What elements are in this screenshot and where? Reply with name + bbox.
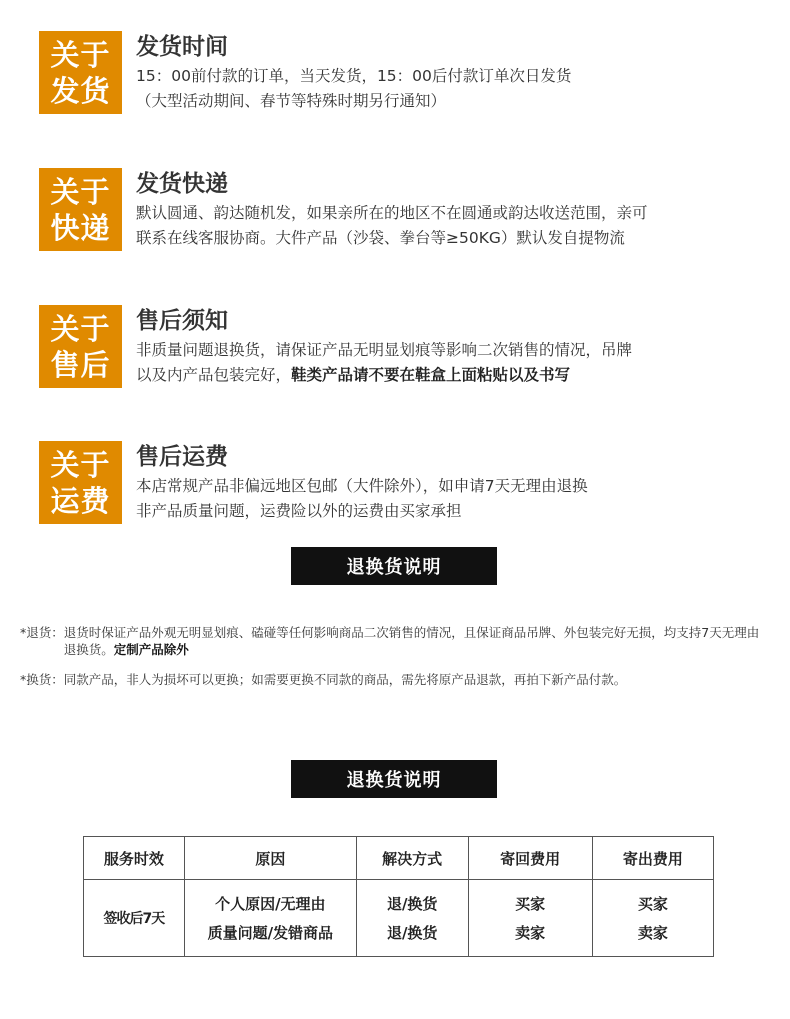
solution-2: 退/换货 [386,924,438,942]
body-bold-text: 鞋类产品请不要在鞋盒上面粘贴以及书写 [291,366,571,384]
badge-shipping [39,31,122,114]
return-fee-2: 卖家 [515,924,546,942]
header-reason: 原因 [184,837,356,880]
table-row [84,880,714,957]
section-body [136,474,776,524]
return-label: *退货： [20,625,64,640]
period-cell: 签收后7天 [84,880,185,957]
header-send-fee: 寄出费用 [592,837,713,880]
badge-line-2: 运费 [50,483,111,518]
reason-2: 质量问题/发错商品 [207,924,334,942]
section-title: 发货时间 [136,34,228,60]
body-line [136,363,776,388]
return-text: 退货时保证产品外观无明显划痕、磕碰等任何影响商品二次销售的情况，且保证商品吊牌、外包装完好无损，均支持7天无理由退换货。 [63,625,760,657]
section-body [136,338,776,388]
exchange-label: *换货： [20,672,64,687]
body-text: 以及内产品包装完好， [136,366,292,384]
section-title: 发货快递 [136,171,228,197]
badge-courier [39,168,122,251]
send-fee-2: 卖家 [637,924,668,942]
badge-line-2: 售后 [50,347,111,382]
badge-line-2: 快递 [50,210,111,245]
section-title: 售后运费 [136,444,228,470]
reason-cell [184,880,356,957]
header-period: 服务时效 [84,837,185,880]
section-body [136,64,776,114]
send-fee-1: 买家 [637,895,668,913]
return-note [20,624,760,658]
body-line: 15：00前付款的订单，当天发货，15：00后付款订单次日发货 [136,67,572,85]
return-policy-banner-2: 退换货说明 [291,760,497,798]
badge-line-1: 关于 [50,37,111,72]
badge-shipping-fee [39,441,122,524]
header-return-fee: 寄回费用 [468,837,592,880]
body-line: 非质量问题退换货，请保证产品无明显划痕等影响二次销售的情况，吊牌 [136,341,633,359]
service-table [83,836,714,957]
badge-line-1: 关于 [50,311,111,346]
body-line: 本店常规产品非偏远地区包邮（大件除外），如申请7天无理由退换 [136,477,588,495]
body-line: 联系在线客服协商。大件产品（沙袋、拳台等≥50KG）默认发自提物流 [136,229,625,247]
return-bold-text: 定制产品除外 [113,642,189,657]
badge-after-sales [39,305,122,388]
section-body [136,201,776,251]
badge-line-1: 关于 [50,174,111,209]
table-header-row [84,837,714,880]
section-title: 售后须知 [136,308,228,334]
exchange-text: 同款产品，非人为损坏可以更换；如需要更换不同款的商品，需先将原产品退款，再拍下新产品付款。 [63,672,627,687]
body-line: （大型活动期间、春节等特殊时期另行通知） [136,92,447,110]
exchange-note [20,671,760,688]
body-line: 默认圆通、韵达随机发，如果亲所在的地区不在圆通或韵达收送范围，亲可 [136,204,648,222]
return-fee-1: 买家 [515,895,546,913]
body-line: 非产品质量问题，运费险以外的运费由买家承担 [136,502,462,520]
send-fee-cell [592,880,713,957]
return-text-wrap [64,624,760,658]
solution-cell [356,880,468,957]
badge-line-1: 关于 [50,447,111,482]
return-policy-banner: 退换货说明 [291,547,497,585]
reason-1: 个人原因/无理由 [215,895,326,913]
header-solution: 解决方式 [356,837,468,880]
return-fee-cell [468,880,592,957]
badge-line-2: 发货 [50,73,111,108]
solution-1: 退/换货 [386,895,438,913]
